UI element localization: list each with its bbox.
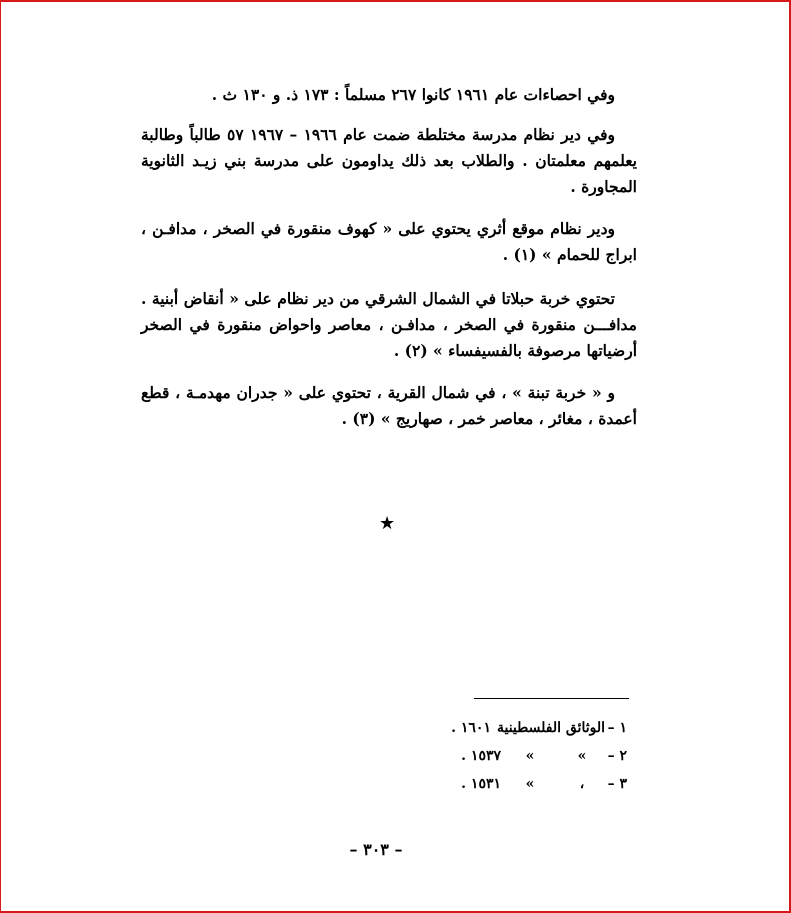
footnote-ditto-mark: ، [579,776,585,792]
footnote-page: ١٥٣١ . [461,776,501,792]
footnotes [421,714,627,798]
footnote-number: ٢ – [607,748,627,764]
footnote-divider [474,698,629,699]
footnote-ditto-mark: » [577,748,587,764]
footnote-2 [421,742,627,770]
paragraph-school: وفي دير نظام مدرسة مختلطة ضمت عام ١٩٦٦ – ١٩٦٧ ٥٧ طالباً وطالبة يعلمهم معلمتان . والطلاب بعد ذلك يداومون على مدرسة بني زيـد الثانوية المجاورة . [141,125,637,196]
footnote-ditto-mark: » [525,748,535,764]
footnote-ditto-mark: » [525,776,535,792]
footnote-number: ٣ – [607,776,627,792]
footnote-page: ١٦٠١ . [451,720,491,736]
footnote-page: ١٥٣٧ . [461,748,501,764]
paragraph-khirbet-tibna: و « خربة تبنة » ، في شمال القرية ، تحتوي على « جدران مهدمـة ، قطع أعمدة ، مغائر ، معاصر خمر ، صهاريج » (٣) . [141,383,637,428]
paragraph-census: وفي احصاءات عام ١٩٦١ كانوا ٢٦٧ مسلماً : ١٧٣ ذ. و ١٣٠ ث . [211,85,615,104]
footnote-number: ١ – [607,720,627,736]
footnote-3 [421,770,627,798]
star-ornament-icon: ★ [379,513,396,534]
page-number: – ٣٠٣ – [349,840,403,859]
footnote-source: الوثائق الفلسطينية [496,720,605,736]
footnote-1 [421,714,627,742]
paragraph-archaeology: ودير نظام موقع أثري يحتوي على « كهوف منقورة في الصخر ، مدافـن ، ابراج للحمام » (١) . [141,219,637,264]
paragraph-khirbet-hablata: تحتوي خربة حبلاتا في الشمال الشرقي من دير نظام على « أنقاض أبنية . مدافـــن منقورة في الصخر ، مدافـن ، معاصر واحواض منقورة في الصخر أرضياتها مرصوفة بالفسيفساء » (٢) . [141,289,637,360]
